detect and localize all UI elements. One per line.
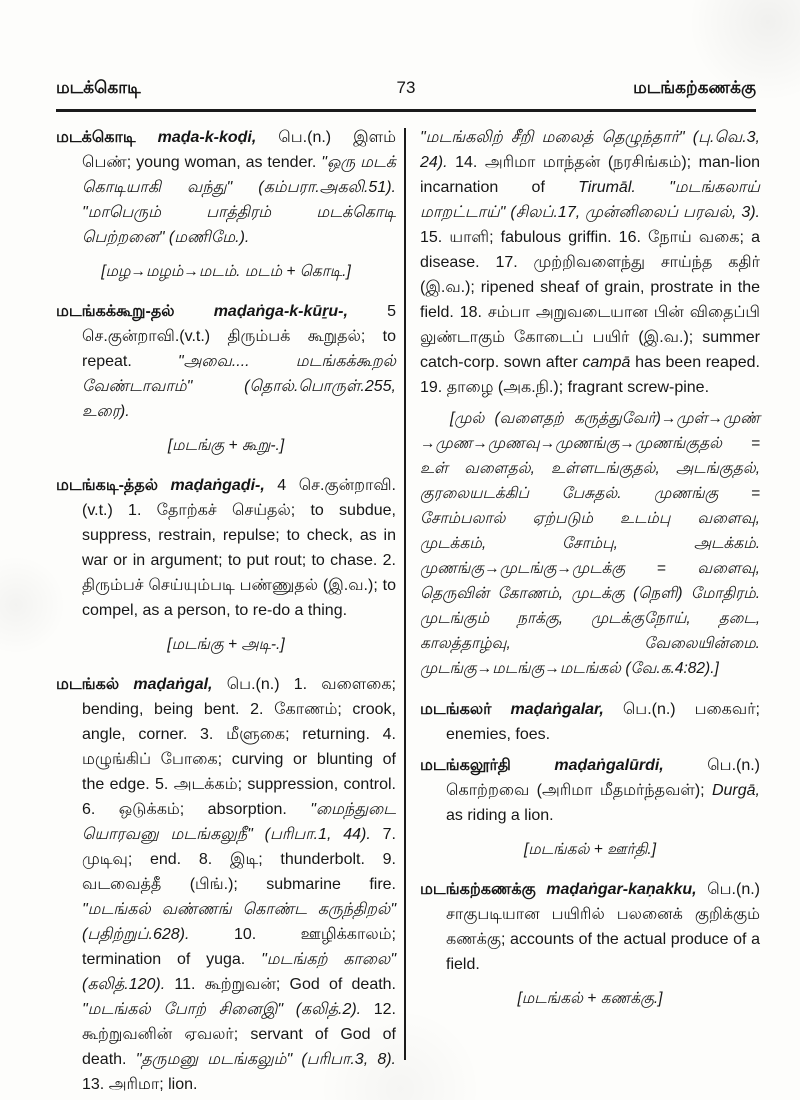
etymology-madangar-kanakku: [மடங்கல் + கணக்கு.] xyxy=(517,990,663,1007)
headword: மடங்கலூர்தி xyxy=(420,757,511,774)
italic-text: "ஒரு மடக் கொடியாகி வந்து" (கம்பரா.அகலி.51). "மாபெரும் பாத்திரம் மடக்கொடி பெற்றனை" (மணிமே.). xyxy=(82,154,396,246)
italic-text: Tirumāl. xyxy=(578,179,636,196)
text-segment: 14. அரிமா மாந்தன் (நரசிங்கம்); man-lion incarnation of xyxy=(420,154,760,196)
italic-text: "தருமனு மடங்கலும்" (பரிபா.3, 8). xyxy=(135,1051,397,1068)
etymology-madanga-k-kuru: [மடங்கு + கூறு-.] xyxy=(167,437,285,454)
etymology-madangalurdi: [மடங்கல் + ஊர்தி.] xyxy=(523,841,657,858)
page-header xyxy=(0,78,800,100)
header-left-keyword: மடக்கொடி xyxy=(56,78,141,97)
italic-text: "மடங்கல் போற் சினைஇ" (கலித்.2). xyxy=(82,1001,362,1018)
transliteration: maḍaṅgalar, xyxy=(491,701,604,718)
transliteration: maḍaṅga-k-kūṟu-, xyxy=(174,303,348,320)
italic-text: "அவை.... மடங்கக்கூறல் வேண்டாவாம்" (தொல்.பொருள்.255, உரை). xyxy=(82,353,396,420)
transliteration: maḍaṅgaḍi-, xyxy=(158,477,265,494)
etymology-madangadi: [மடங்கு + அடி-.] xyxy=(167,636,285,653)
etymology-madangal: [முல் (வளைதற் கருத்துவேர்)→முள்→முண் →முண→முணவு→முணங்கு→முணங்குதல் = உள் வளைதல், உள்ளடங்குதல், அடங்குதல், குரலையடக்கிப் பேசுதல். முணங்கு = சோம்பலால் ஏற்படும் உடம்பு வளைவு, முடக்கம், சோம்பு, அடக்கம். முணங்கு→முடங்கு→முடக்கு = வளைவு, தெருவின் கோணம், முடக்கு (நெளி) மோதிரம். முடங்கும் நாக்கு, முடக்குநோய், தடை, காலத்தாழ்வு, வேலையின்மை. முடங்கு→மடங்கு→மடங்கல் (வே.க.4:82).] xyxy=(420,410,760,677)
text-segment: 10. ஊழிக்காலம்; termination of yuga. xyxy=(82,926,396,968)
column-divider xyxy=(404,128,406,1060)
italic-text: "மடங்கல் வண்ணங் கொண்ட கருந்திறல்" (பதிற்றுப்.628). xyxy=(82,901,396,943)
headword: மடங்கலர் xyxy=(420,701,492,718)
headword: மடங்கக்கூறு-தல் xyxy=(56,303,175,320)
text-columns xyxy=(0,112,800,1100)
italic-text: "மடங்கற் காலை" (கலித்.120). xyxy=(82,951,396,993)
headword: மடக்கொடி xyxy=(56,129,136,146)
text-segment xyxy=(636,179,669,196)
italic-text: "மடங்கலாய் மாறட்டாய்" (சிலப்.17, முன்னிலைப் பரவல், 3). xyxy=(420,179,760,221)
headword: மடங்கற்கணக்கு xyxy=(420,881,536,898)
entry-madangalurdi xyxy=(420,753,760,828)
entry-mada-k-kodi xyxy=(56,125,396,250)
transliteration: maḍaṅgar-kaṇakku, xyxy=(535,881,697,898)
italic-text: Durgā, xyxy=(711,782,760,799)
text-segment: 4 செ.குன்றாவி. (v.t.) 1. தோற்கச் செய்தல்; to subdue, suppress, restrain, repulse; to check, as in war or in argument; to put rout; to chase. 2. திரும்பச் செய்யும்படி பண்ணுதல் (இ.வ.); to compel, as a person, to re-do a thing. xyxy=(82,477,396,619)
entry-madangar-kanakku xyxy=(420,877,760,977)
left-column xyxy=(56,125,396,1100)
text-segment: பெ.(n.) இளம் பெண்; young woman, as tender. xyxy=(82,129,396,171)
header-right-keyword: மடங்கற்கணக்கு xyxy=(633,78,757,97)
italic-text: "மடங்கலிற் சீறி மலைத் தெழுந்தார்" (பு.வெ.3, 24). xyxy=(420,129,760,171)
entry-madangadi xyxy=(56,473,396,623)
text-segment: பெ.(n.) கொற்றவை (அரிமா மீதமர்ந்தவள்); xyxy=(446,757,761,799)
text-segment: 5 செ.குன்றாவி.(v.t.) திரும்பக் கூறுதல்; to repeat. xyxy=(82,303,397,370)
transliteration: maḍaṅgal, xyxy=(119,676,213,693)
text-segment: has been reaped. 19. தாழை (அக.நி.); fragrant screw-pine. xyxy=(420,354,760,396)
italic-text: "மைந்துடை யொரவனு மடங்கலுநீ" (பரிபா.1, 44). xyxy=(82,801,396,843)
headword: மடங்கடி-த்தல் xyxy=(56,477,159,494)
text-segment: 13. அரிமா; lion. xyxy=(82,1076,198,1093)
page-number: 73 xyxy=(396,78,416,97)
entry-madangalar xyxy=(420,697,760,747)
entry-madangal-continuation xyxy=(420,125,760,400)
text-segment: as riding a lion. xyxy=(446,807,554,824)
etymology-mada-k-kodi: [மழ→மழம்→மடம். மடம் + கொடி.] xyxy=(101,263,351,280)
transliteration: maḍaṅgalūrdi, xyxy=(510,757,664,774)
text-segment: 11. கூற்றுவன்; God of death. xyxy=(165,976,396,993)
right-column xyxy=(420,125,760,1100)
entry-madanga-k-kuru xyxy=(56,299,396,424)
text-segment: பெ.(n.) 1. வளைகை; bending, being bent. 2. கோணம்; crook, angle, corner. 3. மீளுகை; returning. 4. மழுங்கிப் போகை; curving or blunting of the edge. 5. அடக்கம்; suppression, control. 6. ஒடுக்கம்; absorption. xyxy=(82,676,397,818)
transliteration: maḍa-k-koḍi, xyxy=(135,129,257,146)
text-segment: பெ.(n.) சாகுபடியான பயிரில் பலனைக் குறிக்கும் கணக்கு; accounts of the actual produce of a field. xyxy=(446,881,760,973)
text-segment: 12. கூற்றுவனின் ஏவலர்; servant of God of death. xyxy=(82,1001,396,1068)
text-segment: பெ.(n.) பகைவர்; enemies, foes. xyxy=(446,701,761,743)
text-segment: 15. யாளி; fabulous griffin. 16. நோய் வகை; a disease. 17. முற்றிவளைந்து சாய்ந்த கதிர் (இ.வ.); ripened sheaf of grain, prostrate in the field. 18. சம்பா அறுவடையான பின் விதைப்பி லுண்டாகும் கோடைப் பயிர் (இ.வ.); summer catch-corp. sown after xyxy=(420,229,760,371)
headword: மடங்கல் xyxy=(56,676,120,693)
italic-text: campā xyxy=(582,354,631,371)
text-segment: 7. முடிவு; end. 8. இடி; thunderbolt. 9. வடவைத்தீ (பிங்.); submarine fire. xyxy=(82,826,397,893)
entry-madangal xyxy=(56,672,396,1097)
